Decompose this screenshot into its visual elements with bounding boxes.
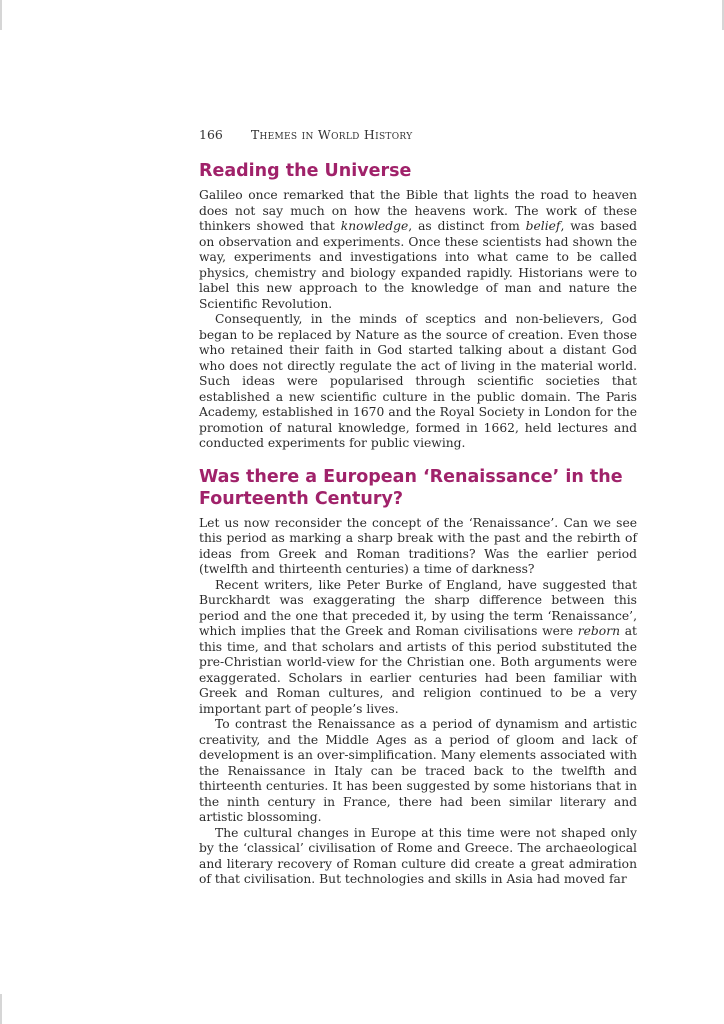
heading-line: Fourteenth Century? (199, 488, 404, 509)
heading-line: Was there a European ‘Renaissance’ in the (199, 466, 623, 487)
paragraph-text: , as distinct from (408, 219, 526, 233)
paragraph-text: Recent writers, like Peter Burke of England, have suggested that Burckhardt was exaggerating the sharp difference between this period and the one that preceded it, by using the term ‘Renaissance’, which implies that the Greek and Roman civilisations were (199, 577, 637, 638)
book-title: Themes in World History (250, 127, 413, 142)
running-header (199, 127, 412, 142)
paragraph: To contrast the Renaissance as a period of dynamism and artistic creativity, and the Middle Ages as a period of gloom and lack of development is an over-simplification. Many elements associated with the Renaissance in Italy can be traced back to the twelfth and thirteenth centuries. It has been suggested by some historians that in the ninth century in France, there had been similar literary and artistic blossoming. (199, 717, 637, 824)
paragraph: Consequently, in the minds of sceptics and non-believers, God began to be replaced by Nature as the source of creation. Even those who retained their faith in God started talking about a distant God who does not directly regulate the act of living in the material world. Such ideas were popularised through scientific societies that established a new scientific culture in the public domain. The Paris Academy, established in 1670 and the Royal Society in London for the promotion of natural knowledge, formed in 1662, held lectures and conducted experiments for public viewing. (199, 312, 637, 450)
page-number: 166 (199, 127, 223, 142)
page-edge-mark (0, 0, 2, 30)
italic-term: knowledge (340, 219, 409, 233)
page-edge-mark (0, 994, 2, 1024)
page-content (199, 160, 637, 888)
paragraph: The cultural changes in Europe at this time were not shaped only by the ‘classical’ civilisation of Rome and Greece. The archaeological and literary recovery of Roman culture did create a great admiration of that civilisation. But technologies and skills in Asia had moved far (199, 825, 637, 886)
paragraph-text: at this time, and that scholars and artists of this period substituted the pre-Christian world-view for the Christian one. Both arguments were exaggerated. Scholars in earlier centuries had been familiar with Greek and Roman cultures, and religion continued to be a very important part of people’s lives. (199, 624, 637, 716)
paragraph: Let us now reconsider the concept of the ‘Renaissance’. Can we see this period as marking a sharp break with the past and the rebirth of ideas from Greek and Roman traditions? Was the earlier period (twelfth and thirteenth centuries) a time of darkness? (199, 515, 637, 576)
paragraph (199, 578, 637, 718)
section-heading-reading-the-universe: Reading the Universe (199, 161, 412, 181)
section-heading-european-renaissance (199, 466, 637, 510)
italic-term: belief (525, 219, 561, 233)
paragraph-text: , was based on observation and experiments. Once these scientists had shown the way, experiments and investigations into what came to be called physics, chemistry and biology expanded rapidly. Historians were to label this new approach to the knowledge of man and nature the Scientific Revolution. (199, 219, 637, 311)
paragraph (199, 188, 637, 312)
italic-term: reborn (577, 624, 621, 638)
paragraph-text: Galileo once remarked that the Bible that lights the road to heaven does not say much on how the heavens work. The work of these thinkers showed that (199, 188, 637, 233)
